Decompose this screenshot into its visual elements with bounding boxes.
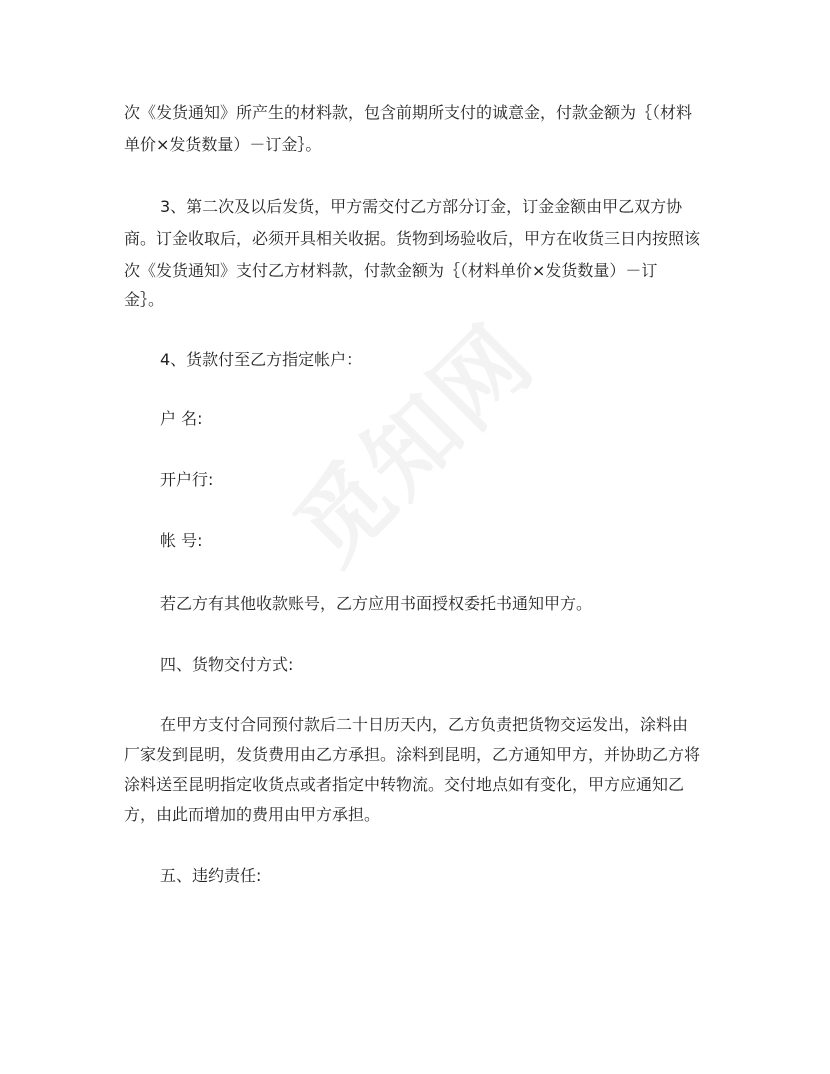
paragraph-line: 在甲方支付合同预付款后二十日历天内，乙方负责把货物交运发出，涂料由 [160,715,689,734]
paragraph-line: 3、第二次及以后发货，甲方需交付乙方部分订金，订金金额由甲乙双方协 [160,197,683,216]
paragraph-line: 金｝。 [124,290,165,309]
paragraph-line: 次《发货通知》支付乙方材料款，付款金额为｛（材料单价×发货数量）－订 [124,261,658,280]
paragraph-line: 方，由此而增加的费用由甲方承担。 [124,805,381,824]
section-heading: 五、违约责任: [160,866,262,885]
paragraph-line: 次《发货通知》所产生的材料款，包含前期所支付的诚意金，付款金额为｛（材料 [124,103,693,122]
field-label-account-name: 户 名: [160,409,203,428]
paragraph-line: 商。订金收取后，必须开具相关收据。货物到场验收后，甲方在收货三日内按照该 [124,229,701,248]
field-label-bank: 开户行: [160,470,214,489]
paragraph-line: 单价×发货数量）－订金｝。 [124,135,322,154]
paragraph-line: 厂家发到昆明，发货费用由乙方承担。涂料到昆明，乙方通知甲方，并协助乙方将 [124,745,701,764]
paragraph-line: 若乙方有其他收款账号，乙方应用书面授权委托书通知甲方。 [160,594,593,613]
field-label-account-number: 帐 号: [160,531,203,550]
section-heading: 四、货物交付方式: [160,655,294,674]
section-heading: 4、货款付至乙方指定帐户： [160,350,363,369]
watermark-logo [259,289,570,600]
paragraph-line: 涂料送至昆明指定收货点或者指定中转物流。交付地点如有变化，甲方应通知乙 [124,775,685,794]
